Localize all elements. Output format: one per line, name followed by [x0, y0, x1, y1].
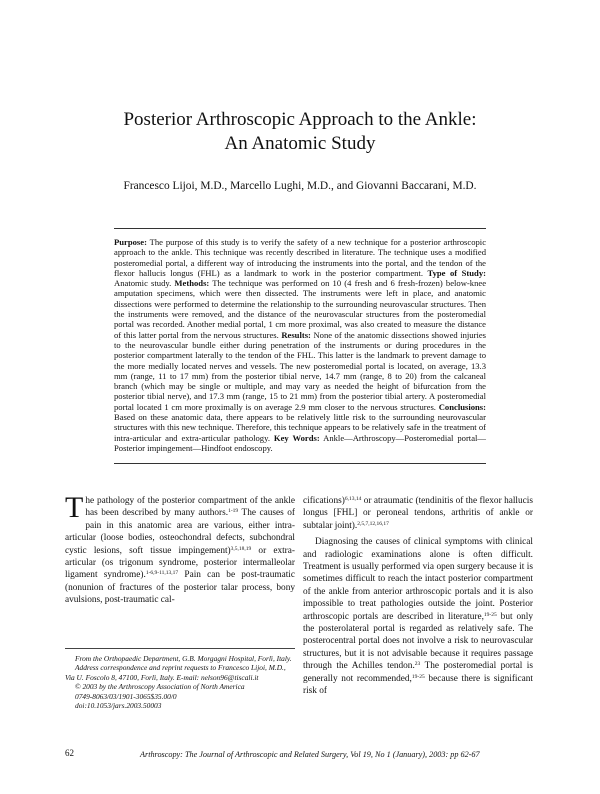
abstract-bottom-rule — [114, 463, 486, 464]
citation: 19-25 — [483, 611, 497, 618]
conclusions-text: Based on these anatomic data, there appears to be relatively little risk to the surrounding neurovascular structures with this new technique. Therefore, this technique appears to be relatively safe in the treatment of intra-articular and extra-articular pathology. — [114, 412, 486, 443]
body-text: The posteromedial portal is generally not recommended, — [303, 661, 533, 684]
citation: 3,5,18,19 — [230, 545, 252, 552]
methods-label: Methods: — [174, 278, 210, 289]
body-text: Diagnosing the causes of clinical symptoms with clinical and radiologic examinations alone is often difficult. Treatment is usually performed via open surgery because it is sometimes difficult to reach the intact posterior compartment of the ankle from anterior arthroscopic portals and it is also impossible to treat pathologies outside the joint. Posterior arthroscopic portals are described in literature, — [303, 537, 533, 622]
body-left-column — [65, 491, 295, 607]
body-text: he pathology of the posterior compartment of the ankle has been described by many authors. — [85, 496, 295, 519]
body-text: or atraumatic (tendinitis of the flexor hallucis longus [FHL] or peroneal tendons, arthritis of ankle or subtalar joint). — [303, 496, 533, 531]
citation: 1-19 — [228, 508, 239, 515]
keywords-label: Key Words: — [273, 432, 320, 443]
citation: 1-6,9-11,13,17 — [145, 570, 179, 577]
type-label: Type of Study: — [427, 267, 486, 278]
purpose-label: Purpose: — [114, 237, 147, 247]
citation: 6,13,14 — [344, 496, 362, 502]
citation: 19-25 — [411, 673, 425, 680]
page-number: 62 — [65, 748, 74, 758]
results-text: None of the anatomic dissections showed injuries to the neurovascular bundle either during penetration of the instruments or during procedures in the posterior compartment laterally to the tendon of the FHL. This latter is the landmark to prevent damage to the more medially located nerves and vessels. The new posteromedial portal is located, on average, 13.3 mm (range, 11 to 17 mm) from the posterior tibial nerve, 14.7 mm (range, 8 to 20) from the calcaneal branch (which may be single or multiple, and may vary as needed the height of bifurcation from the posterior tibial nerve), and 17.3 mm (range, 15 to 21 mm) from the posterior tibial artery. A posteromedial portal located 1 cm more proximally is on average 2.9 mm closer to the nervous structures. — [114, 329, 486, 412]
abstract — [114, 237, 486, 453]
body-text: cifications) — [303, 496, 345, 506]
purpose-text: The purpose of this study is to verify the safety of a new technique for a posterior arthroscopic approach to the ankle. This technique was recently described in literature. The technique uses a modified posteromedial portal, a different way of introducing the instruments into the portal, and the tendon of the flexor hallucis longus (FHL) as a landmark to work in the posterior compartment. — [114, 237, 487, 278]
body-text: or extra-articular (os trigonum syndrome, posterior intermalleolar ligament syndrome). — [65, 545, 295, 581]
methods-text: The technique was performed on 10 (4 fresh and 6 fresh-frozen) below-knee amputation specimens, which were then dissected. The instruments were left in place, and anatomic dissections were performed to determine the relationship to the surrounding neurovascular structures. Then the instruments were removed, and the distance of the neurovascular structures from the posteromedial portal was recorded. Another medial portal, 1 cm more proximal, was also created to measure the distance of this latter portal from the nervous structures. — [114, 278, 487, 340]
body-right-column — [303, 495, 533, 698]
title-line-2: An Anatomic Study — [224, 133, 376, 154]
citation: 23 — [414, 661, 421, 668]
body-text: but only the posterolateral portal is regarded as relatively safe. The posterocentral portal does not involve a risk to neurovascular structures, but it is not advisable because it requires passage through the Achilles tendon. — [303, 611, 534, 672]
article-title — [0, 108, 600, 156]
footnote-copyright: © 2003 by the Arthroscopy Association of North America — [75, 682, 245, 692]
title-line-1: Posterior Arthroscopic Approach to the Ankle: — [123, 109, 477, 130]
body-text: Pain can be post-traumatic (nonunion of fractures of the posterior talar process, bony avulsions, post-traumatic cal- — [65, 570, 295, 606]
conclusions-label: Conclusions: — [438, 401, 486, 412]
body-text: The causes of pain in this anatomic area are various, either intra-articular (loose bodies, osteochondral defects, subchondral cystic lesions, soft tissue impingement) — [65, 508, 295, 556]
footnote-affiliation: From the Orthopaedic Department, G.B. Morgagni Hospital, Forlì, Italy. — [75, 654, 292, 663]
abstract-top-rule — [114, 228, 486, 229]
footnote-correspondence: Address correspondence and reprint requests to Francesco Lijoi, M.D., Via U. Foscolo 8, 47100, Forlì, Italy. E-mail: nelson96@tiscali.it — [65, 663, 286, 682]
authors: Francesco Lijoi, M.D., Marcello Lughi, M.D., and Giovanni Baccarani, M.D. — [123, 180, 477, 192]
results-label: Results: — [281, 329, 311, 340]
body-text: because there is significant risk of — [303, 673, 533, 697]
journal-citation: Arthroscopy: The Journal of Arthroscopic and Related Surgery, Vol 19, No 1 (January), 2003: pp 62-67 — [140, 750, 480, 759]
keywords-text: Ankle—Arthroscopy—Posteromedial portal—Posterior impingement—Hindfoot endoscopy. — [114, 432, 486, 453]
type-text: Anatomic study. — [114, 278, 172, 289]
footnote-doi: doi:10.1053/jars.2003.50003 — [75, 701, 162, 711]
drop-cap: T — [65, 491, 84, 524]
footnote-issn: 0749-8063/03/1901-3065$35.00/0 — [75, 691, 177, 701]
citation: 2,5,7,12,16,17 — [357, 520, 389, 527]
footnote-rule — [65, 648, 295, 649]
footnotes — [65, 654, 295, 710]
